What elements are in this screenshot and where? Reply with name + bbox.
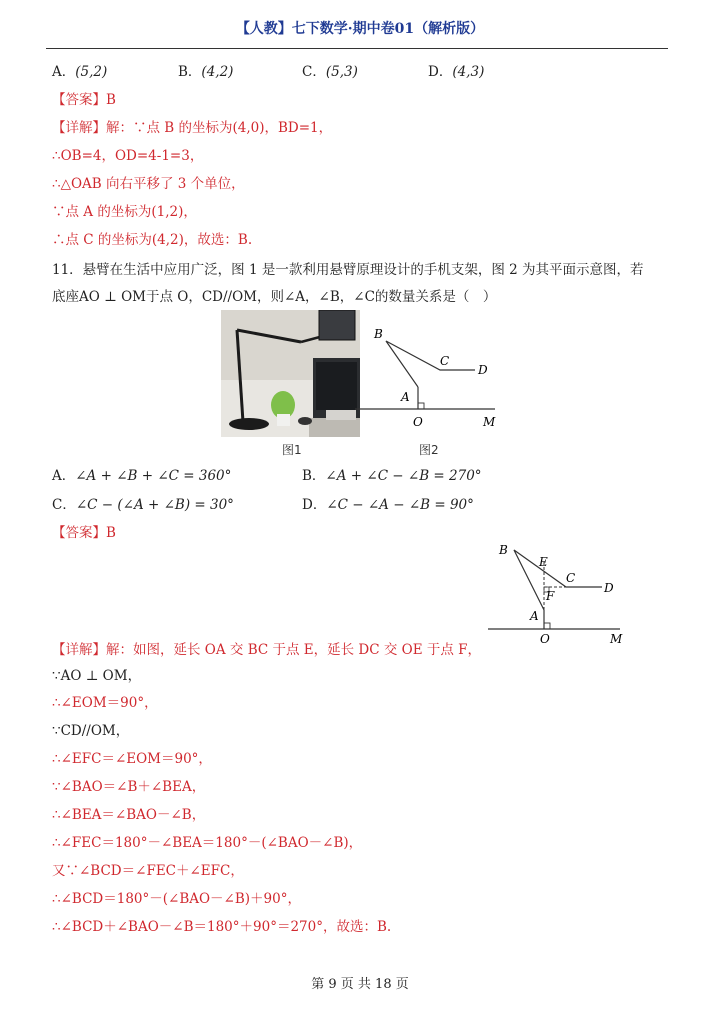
q10-detail-line: ∴△OAB 向右平移了 3 个单位， <box>52 176 245 192</box>
figure-2-label-d: D <box>478 363 488 377</box>
solution-label-m: M <box>610 632 623 646</box>
q10-detail-line: ∴点 C 的坐标为(4,2)，故选：B. <box>52 232 253 248</box>
figure-2-label-c: C <box>440 354 450 368</box>
q11-option-b: B．∠A + ∠C − ∠B = 270° <box>302 468 482 484</box>
solution-label-o: O <box>540 632 550 646</box>
q11-detail-line: ∴∠BCD＋∠BAO－∠B＝180°＋90°＝270°，故选：B. <box>52 919 392 935</box>
solution-label-b: B <box>499 543 508 557</box>
q11-option-d: D．∠C − ∠A − ∠B = 90° <box>302 497 474 513</box>
q11-detail-line: ∵∠BAO＝∠B＋∠BEA， <box>52 779 206 795</box>
q10-detail-line: 【详解】解：∵点 B 的坐标为(4,0)，BD=1， <box>52 120 333 136</box>
q11-detail-line: 【详解】解：如图，延长 OA 交 BC 于点 E，延长 DC 交 OE 于点 F， <box>52 642 482 658</box>
q11-detail-line: ∴∠BCD＝180°－(∠BAO－∠B)＋90°， <box>52 891 301 907</box>
figure-2-label-o: O <box>413 415 423 428</box>
q11-detail-line: ∴∠FEC＝180°－∠BEA＝180°－(∠BAO－∠B)， <box>52 835 363 851</box>
figure-1-caption: 图1 <box>282 443 302 457</box>
q10-option-c: C．(5,3) <box>302 64 358 80</box>
figure-1-phone-holder-photo <box>221 310 360 437</box>
header-divider <box>46 48 668 49</box>
q11-detail-line: ∴∠EFC＝∠EOM＝90°， <box>52 751 212 767</box>
q10-option-b: B．(4,2) <box>178 64 234 80</box>
q11-detail-line: ∵CD//OM， <box>52 723 130 739</box>
q11-stem-line: 11．悬臂在生活中应用广泛，图 1 是一款利用悬臂原理设计的手机支架，图 2 为其平面示意图，若 <box>52 262 644 278</box>
figure-2-label-b: B <box>374 327 383 341</box>
solution-label-a: A <box>530 609 539 623</box>
q11-answer: 【答案】B <box>52 525 116 541</box>
figure-2-label-m: M <box>483 415 496 428</box>
q11-option-c: C．∠C − (∠A + ∠B) = 30° <box>52 497 234 513</box>
q11-detail-line: ∴∠BEA＝∠BAO－∠B， <box>52 807 206 823</box>
q11-detail-line: ∴∠EOM＝90°， <box>52 695 158 711</box>
q11-stem-line: 底座AO ⊥ OM于点 O，CD//OM，则∠A，∠B，∠C的数量关系是（ ） <box>52 289 497 305</box>
q10-option-a: A．(5,2) <box>52 64 108 80</box>
page-number-footer: 第 9 页 共 18 页 <box>311 977 409 992</box>
q10-detail-line: ∵点 A 的坐标为(1,2)， <box>52 204 197 220</box>
q11-option-a: A．∠A + ∠B + ∠C = 360° <box>52 468 232 484</box>
solution-label-e: E <box>539 555 548 569</box>
solution-label-f: F <box>546 589 555 603</box>
figure-2-label-a: A <box>401 390 410 404</box>
q11-detail-line: 又∵∠BCD＝∠FEC＋∠EFC， <box>52 863 244 879</box>
solution-diagram <box>478 538 638 648</box>
q10-option-d: D．(4,3) <box>428 64 485 80</box>
figure-2-diagram <box>355 318 505 428</box>
page-header-title: 【人教】七下数学·期中卷01（解析版） <box>235 21 485 37</box>
figure-2-caption: 图2 <box>419 443 439 457</box>
solution-label-c: C <box>566 571 576 585</box>
q11-detail-line: ∵AO ⊥ OM， <box>52 668 142 684</box>
q10-detail-line: ∴OB=4，OD=4-1=3， <box>52 148 204 164</box>
solution-label-d: D <box>604 581 614 595</box>
q10-answer: 【答案】B <box>52 92 116 108</box>
